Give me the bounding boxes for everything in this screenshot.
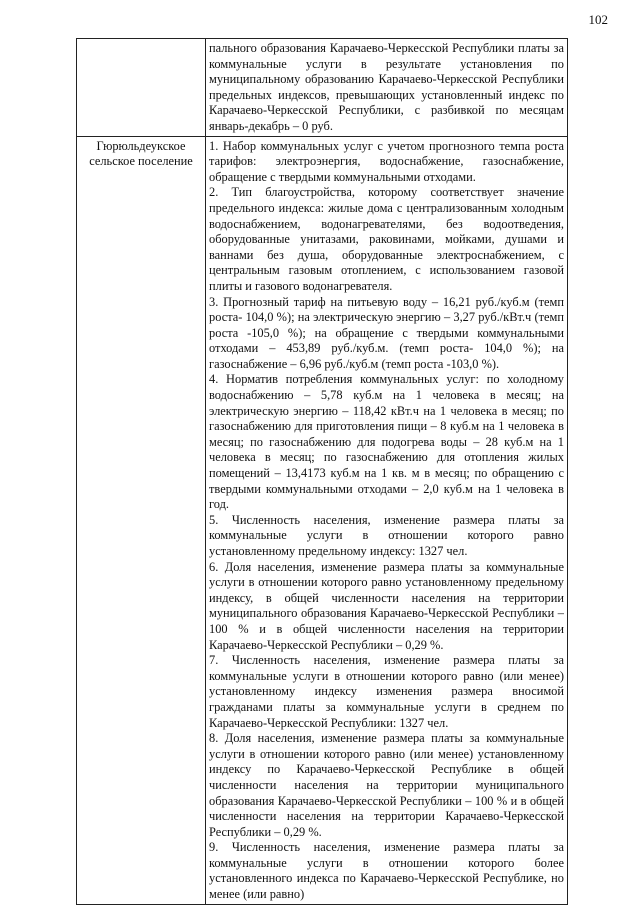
paragraph: 9. Численность населения, изменение размера платы за коммунальные услуги в отношении которого более установленного индекса по Карачаево-Черкесской Республике, но менее (или равно) (209, 840, 564, 902)
paragraph: пального образования Карачаево-Черкесской Республики платы за коммунальные услуги в результате установления по муниципальному образованию Карачаево-Черкесской Республики предельных индексов, превышающих установленный индекс по Карачаево-Черкесской Республики, с разбивкой по месяцам январь-декабрь – 0 руб. (209, 41, 564, 133)
paragraph: 4. Норматив потребления коммунальных услуг: по холодному водоснабжению – 5,78 куб.м на 1 человека в месяц; на электрическую энергию – 118,42 кВт.ч на 1 человека в месяц; по газоснабжению для приготовления пищи – 8 куб.м на 1 человека в месяц; по газоснабжению для подогрева воды – 28 куб.м на 1 человека в месяц; по газоснабжению для отопления жилых помещений – 13,4173 куб.м на 1 кв. м в месяц; по обращению с твердыми коммунальными отходами – 2,0 куб.м на 1 человека в год. (209, 372, 564, 512)
paragraph: 5. Численность населения, изменение размера платы за коммунальные услуги в отношении которого равно установленному предельному индексу: 1327 чел. (209, 512, 564, 558)
paragraph: 6. Доля населения, изменение размера платы за коммунальные услуги в отношении которого равно установленному предельному индексу, в общей численности населения на территории муниципального образования Карачаево-Черкесской Республики – 100 % и в общей численности населения на территории Карачаево-Черкесской Республики – 0,29 %. (209, 559, 564, 652)
table-row (77, 39, 568, 137)
paragraph: 2. Тип благоустройства, которому соответствует значение предельного индекса: жилые дома с централизованным холодным водоснабжением, водонагревателями, без водоотведения, оборудованные унитазами, раковинами, мойками, душами и ваннами без душа, оборудованные электроснабжением, с центральным газовым отоплением, с использованием газовой плиты и газового водонагревателя. (209, 185, 564, 293)
municipality-cell: Гюрюльдеукское сельское поселение (77, 136, 206, 904)
indices-table (76, 38, 568, 905)
paragraph: 3. Прогнозный тариф на питьевую воду – 16,21 руб./куб.м (темп роста- 104,0 %); на электрическую энергию – 3,27 руб./кВт.ч (темп роста -105,0 %); на обращение с твердыми коммунальными отходами – 453,89 руб./куб.м. (темп роста- 104,0 %); на газоснабжение – 6,96 руб./куб.м (темп роста -103,0 %). (209, 294, 564, 371)
page-number: 102 (588, 12, 608, 27)
table-row (77, 136, 568, 904)
paragraph: 8. Доля населения, изменение размера платы за коммунальные услуги в отношении которого равно (или менее) установленному индексу по Карачаево-Черкесской Республике в общей численности населения на территории муниципального образования Карачаево-Черкесской Республики – 100 % и в общей численности населения на территории Карачаево-Черкесской Республики – 0,29 %. (209, 731, 564, 839)
municipality-cell (77, 39, 206, 137)
description-cell (206, 136, 568, 904)
paragraph: 7. Численность населения, изменение размера платы за коммунальные услуги в отношении которого равно (или менее) установленному индексу изменения размера вносимой гражданами платы за коммунальные услуги в среднем по Карачаево-Черкесской Республики: 1327 чел. (209, 653, 564, 730)
paragraph: 1. Набор коммунальных услуг с учетом прогнозного темпа роста тарифов: электроэнергия, водоснабжение, газоснабжение, обращение с твердыми коммунальными отходами. (209, 138, 564, 184)
description-cell (206, 39, 568, 137)
